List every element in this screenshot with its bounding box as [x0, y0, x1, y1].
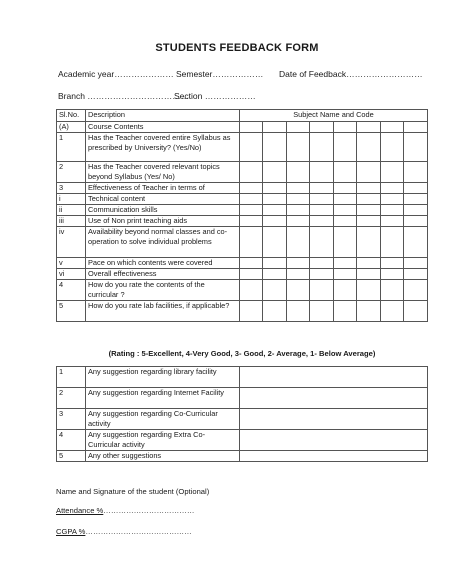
row-description: Has the Teacher covered entire Syllabus as prescribed by University? (Yes/No) [86, 133, 240, 162]
rating-cell[interactable] [310, 269, 333, 280]
table-row [57, 430, 428, 451]
rating-cell[interactable] [310, 133, 333, 162]
row-description: Course Contents [86, 122, 240, 133]
rating-cell[interactable] [263, 216, 286, 227]
rating-cell[interactable] [404, 258, 428, 269]
row-description: Overall effectiveness [86, 269, 240, 280]
rating-cell[interactable] [404, 280, 428, 301]
rating-cell[interactable] [380, 205, 403, 216]
cgpa-label: CGPA % [56, 527, 86, 536]
rating-cell[interactable] [240, 258, 263, 269]
rating-cell[interactable] [310, 227, 333, 258]
table-row [57, 367, 428, 388]
rating-cell[interactable] [404, 122, 428, 133]
rating-cell[interactable] [310, 183, 333, 194]
row-number: 1 [57, 367, 86, 388]
row-number: i [57, 194, 86, 205]
rating-cell[interactable] [333, 194, 356, 205]
rating-cell[interactable] [357, 301, 380, 322]
rating-cell[interactable] [357, 194, 380, 205]
rating-cell[interactable] [404, 183, 428, 194]
rating-cell[interactable] [286, 280, 309, 301]
rating-cell[interactable] [240, 301, 263, 322]
row-number: 1 [57, 133, 86, 162]
rating-cell[interactable] [380, 183, 403, 194]
rating-cell[interactable] [333, 258, 356, 269]
table-row [57, 451, 428, 462]
table-row [57, 162, 428, 183]
rating-cell[interactable] [404, 194, 428, 205]
rating-cell[interactable] [263, 133, 286, 162]
rating-cell[interactable] [404, 269, 428, 280]
rating-scale: (Rating : 5-Excellent, 4-Very Good, 3- Good, 2- Average, 1- Below Average) [108, 349, 376, 358]
rating-cell[interactable] [240, 205, 263, 216]
rating-cell[interactable] [286, 194, 309, 205]
rating-cell[interactable] [240, 227, 263, 258]
row-number: (A) [57, 122, 86, 133]
row-description: Technical content [86, 194, 240, 205]
rating-cell[interactable] [357, 183, 380, 194]
rating-cell[interactable] [240, 162, 263, 183]
row-number: 5 [57, 451, 86, 462]
rating-cell[interactable] [240, 280, 263, 301]
row-number: 2 [57, 162, 86, 183]
rating-cell[interactable] [357, 269, 380, 280]
rating-cell[interactable] [286, 301, 309, 322]
rating-cell[interactable] [357, 133, 380, 162]
rating-cell[interactable] [310, 194, 333, 205]
rating-cell[interactable] [333, 301, 356, 322]
cgpa-blank: …………………………………… [85, 527, 192, 536]
date-of-feedback-field: Date of Feedback……………………… [279, 69, 423, 79]
rating-cell[interactable] [286, 162, 309, 183]
rating-cell[interactable] [310, 216, 333, 227]
row-number: 4 [57, 430, 86, 451]
rating-cell[interactable] [310, 258, 333, 269]
rating-cell[interactable] [404, 133, 428, 162]
rating-cell[interactable] [286, 205, 309, 216]
rating-cell[interactable] [380, 162, 403, 183]
row-number: vi [57, 269, 86, 280]
rating-cell[interactable] [380, 280, 403, 301]
rating-cell[interactable] [240, 216, 263, 227]
rating-cell[interactable] [357, 205, 380, 216]
table-row [57, 227, 428, 258]
rating-cell[interactable] [286, 258, 309, 269]
rating-cell[interactable] [286, 122, 309, 133]
rating-cell[interactable] [333, 133, 356, 162]
rating-cell[interactable] [240, 269, 263, 280]
rating-cell[interactable] [240, 183, 263, 194]
rating-cell[interactable] [240, 133, 263, 162]
rating-cell[interactable] [380, 269, 403, 280]
table-row [57, 205, 428, 216]
row-description: Has the Teacher covered relevant topics beyond Syllabus (Yes/ No) [86, 162, 240, 183]
row-description: Communication skills [86, 205, 240, 216]
rating-cell[interactable] [333, 205, 356, 216]
rating-cell[interactable] [357, 280, 380, 301]
rating-cell[interactable] [263, 280, 286, 301]
row-description: Any other suggestions [86, 451, 240, 462]
rating-cell[interactable] [310, 162, 333, 183]
rating-cell[interactable] [286, 133, 309, 162]
rating-cell[interactable] [380, 301, 403, 322]
rating-cell[interactable] [380, 194, 403, 205]
row-number: iv [57, 227, 86, 258]
rating-cell[interactable] [263, 205, 286, 216]
row-description: Use of Non print teaching aids [86, 216, 240, 227]
attendance-field [56, 506, 194, 515]
row-number: 3 [57, 183, 86, 194]
rating-cell[interactable] [357, 258, 380, 269]
suggestion-cell[interactable] [240, 367, 428, 388]
row-description: Any suggestion regarding library facility [86, 367, 240, 388]
course-feedback-table [56, 109, 428, 322]
rating-cell[interactable] [310, 280, 333, 301]
rating-cell[interactable] [263, 162, 286, 183]
rating-cell[interactable] [404, 216, 428, 227]
table-row [57, 133, 428, 162]
rating-cell[interactable] [333, 122, 356, 133]
rating-cell[interactable] [357, 227, 380, 258]
rating-cell[interactable] [240, 194, 263, 205]
row-description: Any suggestion regarding Co-Curricular activity [86, 409, 240, 430]
rating-cell[interactable] [333, 162, 356, 183]
row-description: Any suggestion regarding Extra Co-Curricular activity [86, 430, 240, 451]
rating-cell[interactable] [263, 258, 286, 269]
row-description: How do you rate lab facilities, if applicable? [86, 301, 240, 322]
row-number: 3 [57, 409, 86, 430]
rating-cell[interactable] [380, 133, 403, 162]
attendance-blank: ……………………………… [103, 506, 195, 515]
rating-cell[interactable] [286, 227, 309, 258]
rating-cell[interactable] [404, 227, 428, 258]
row-number: v [57, 258, 86, 269]
rating-cell[interactable] [263, 122, 286, 133]
rating-cell[interactable] [404, 301, 428, 322]
rating-cell[interactable] [380, 122, 403, 133]
row-description: Availability beyond normal classes and co-operation to solve individual problems [86, 227, 240, 258]
table-row [57, 183, 428, 194]
table-row [57, 194, 428, 205]
rating-cell[interactable] [357, 122, 380, 133]
cgpa-field [56, 527, 192, 536]
rating-cell[interactable] [310, 122, 333, 133]
table-row [57, 122, 428, 133]
suggestion-cell[interactable] [240, 388, 428, 409]
rating-cell[interactable] [286, 269, 309, 280]
row-description: Effectiveness of Teacher in terms of [86, 183, 240, 194]
rating-cell[interactable] [263, 183, 286, 194]
table-row [57, 388, 428, 409]
form-title: STUDENTS FEEDBACK FORM [155, 42, 319, 54]
column-header-subject: Subject Name and Code [240, 110, 428, 122]
row-description: How do you rate the contents of the curricular ? [86, 280, 240, 301]
suggestion-cell[interactable] [240, 430, 428, 451]
rating-cell[interactable] [380, 227, 403, 258]
rating-cell[interactable] [333, 227, 356, 258]
table-header-row [57, 110, 428, 122]
table-row [57, 216, 428, 227]
row-description: Any suggestion regarding Internet Facility [86, 388, 240, 409]
table-row [57, 280, 428, 301]
academic-year-field: Academic year………………… [58, 69, 174, 79]
rating-cell[interactable] [263, 227, 286, 258]
suggestions-table [56, 366, 428, 462]
rating-cell[interactable] [310, 205, 333, 216]
branch-field: Branch ……………………………… [58, 91, 190, 101]
rating-cell[interactable] [357, 216, 380, 227]
rating-cell[interactable] [263, 301, 286, 322]
row-number: iii [57, 216, 86, 227]
table-row [57, 409, 428, 430]
section-field: Section ……………… [174, 91, 256, 101]
rating-cell[interactable] [286, 183, 309, 194]
rating-cell[interactable] [404, 205, 428, 216]
rating-cell[interactable] [310, 301, 333, 322]
row-description: Pace on which contents were covered [86, 258, 240, 269]
rating-cell[interactable] [357, 162, 380, 183]
rating-cell[interactable] [380, 216, 403, 227]
table-row [57, 301, 428, 322]
row-number: 4 [57, 280, 86, 301]
column-header-description: Description [86, 110, 240, 122]
rating-cell[interactable] [333, 183, 356, 194]
rating-cell[interactable] [380, 258, 403, 269]
student-signature-label: Name and Signature of the student (Optional) [56, 487, 210, 496]
rating-cell[interactable] [404, 162, 428, 183]
rating-cell[interactable] [263, 194, 286, 205]
suggestion-cell[interactable] [240, 409, 428, 430]
rating-cell[interactable] [333, 216, 356, 227]
rating-cell[interactable] [240, 122, 263, 133]
rating-cell[interactable] [333, 269, 356, 280]
attendance-label: Attendance % [56, 506, 104, 515]
column-header-slno: Sl.No. [57, 110, 86, 122]
table-row [57, 258, 428, 269]
rating-cell[interactable] [286, 216, 309, 227]
table-row [57, 269, 428, 280]
row-number: ii [57, 205, 86, 216]
semester-field: Semester……………… [176, 69, 264, 79]
row-number: 2 [57, 388, 86, 409]
rating-cell[interactable] [263, 269, 286, 280]
rating-cell[interactable] [333, 280, 356, 301]
row-number: 5 [57, 301, 86, 322]
suggestion-cell[interactable] [240, 451, 428, 462]
